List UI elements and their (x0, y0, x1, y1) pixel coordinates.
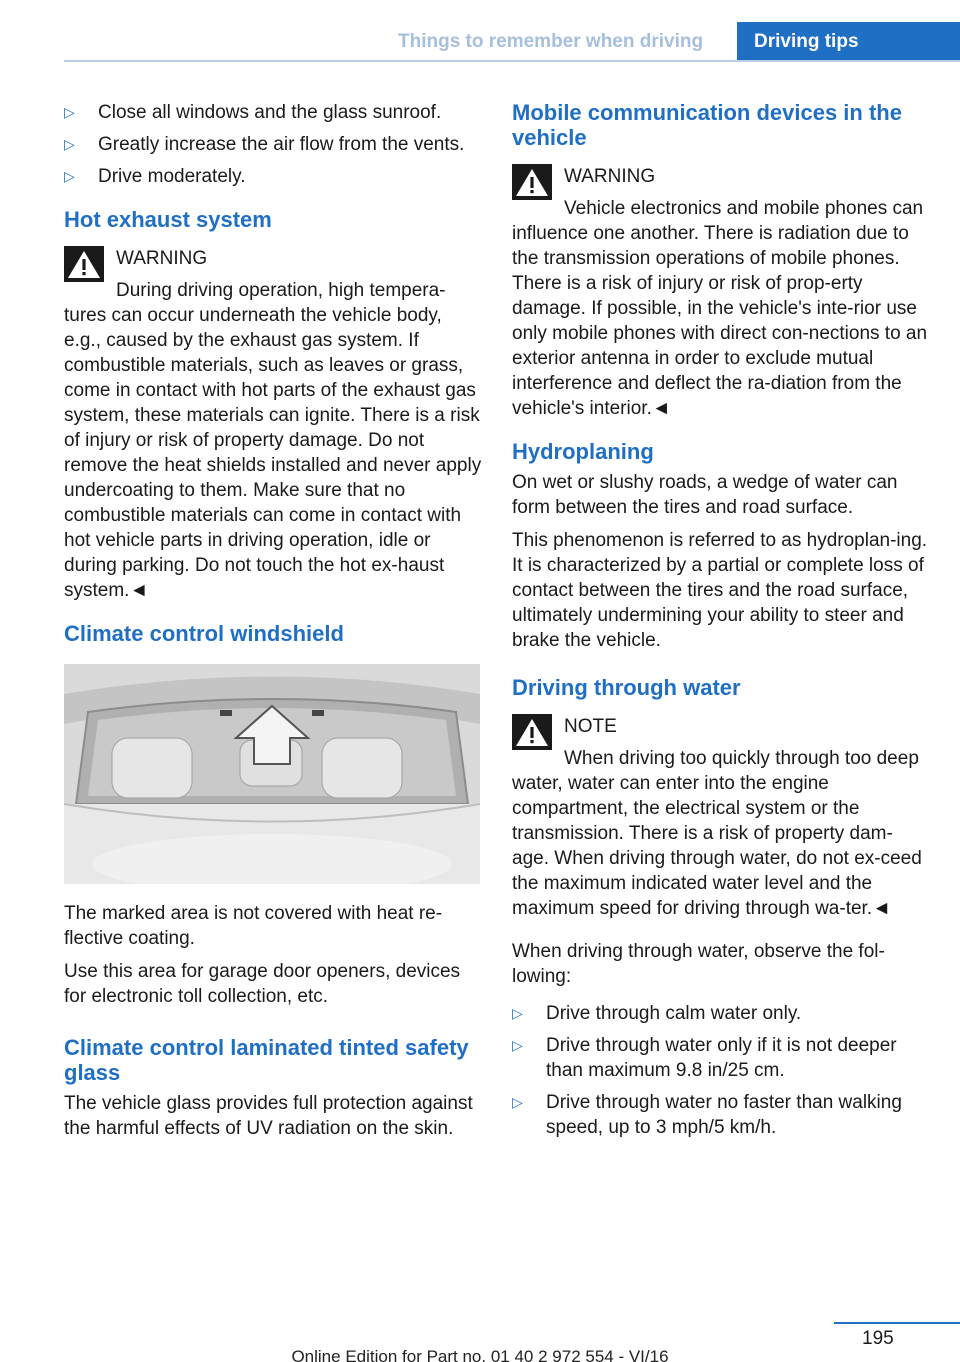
left-column (64, 100, 482, 1149)
warning-box (512, 160, 928, 421)
note-label: NOTE (564, 716, 617, 737)
list-item: ▷ Drive through calm water only. (512, 1003, 802, 1024)
heading-driving-through-water: Driving through water (512, 675, 741, 700)
warning-label: WARNING (564, 166, 656, 187)
note-box (512, 710, 928, 921)
water-list (512, 1001, 928, 1140)
hydroplaning-paragraph-2: This phenomenon is referred to as hydroplan-ing. It is characterized by a partial or complete loss of contact between the tires and the road surface, ultimately undermining your ability to steer and brake the vehicle. (512, 530, 928, 651)
heading-laminated-glass: Climate control laminated tinted safety glass (64, 1035, 469, 1085)
triangle-bullet-icon: ▷ (512, 1037, 523, 1053)
warning-triangle-icon (64, 246, 104, 282)
list-item: ▷ Close all windows and the glass sunroof. (64, 102, 442, 123)
heading-climate-windshield: Climate control windshield (64, 621, 344, 646)
water-paragraph: When driving through water, observe the fol-lowing: (512, 941, 885, 987)
triangle-bullet-icon: ▷ (64, 168, 75, 184)
windshield-paragraph-1: The marked area is not covered with heat re-flective coating. (64, 903, 443, 949)
list-item: ▷ Greatly increase the air flow from the vents. (64, 134, 465, 155)
right-column (512, 100, 928, 1158)
breadcrumb-section: Things to remember when driving (398, 31, 704, 52)
triangle-bullet-icon: ▷ (64, 136, 75, 152)
chapter-tab: Driving tips (737, 22, 960, 62)
warning-box (64, 242, 482, 603)
windshield-illustration (64, 664, 480, 884)
warning-triangle-icon (512, 164, 552, 200)
note-text: When driving too quickly through too deep water, water can enter into the engine compartment, the electrical system or the transmission. There is a risk of property dam-age. When driving through water, do not ex-ceed the maximum indicated water level and the maximum speed for driving through wa-ter.◄ (512, 748, 922, 919)
triangle-bullet-icon: ▷ (64, 104, 75, 120)
hydroplaning-paragraph-1: On wet or slushy roads, a wedge of water can form between the tires and road surface. (512, 472, 898, 518)
edition-note: Online Edition for Part no. 01 40 2 972 554 - VI/16 (291, 1347, 669, 1362)
footer-rule (834, 1322, 960, 1324)
warning-triangle-icon (512, 714, 552, 750)
list-item: ▷ Drive through water no faster than walking speed, up to 3 mph/5 km/h. (512, 1092, 902, 1138)
heading-hydroplaning: Hydroplaning (512, 439, 654, 464)
laminated-paragraph: The vehicle glass provides full protection against the harmful effects of UV radiation on the skin. (64, 1093, 473, 1139)
page-number: 195 (862, 1328, 894, 1349)
ventilation-list (64, 100, 482, 189)
warning-text: During driving operation, high tempera-tures can occur underneath the vehicle body, e.g., caused by the exhaust gas system. If combustible materials, such as leaves or grass, come in contact with hot parts of the exhaust gas system, these materials can ignite. There is a risk of injury or risk of property damage. Do not remove the heat shields installed and never apply undercoating to them. Make sure that no combustible materials can come in contact with hot vehicle parts in driving operation, idle or during parking. Do not touch the hot ex-haust system.◄ (64, 280, 482, 601)
page-footer (0, 1317, 960, 1362)
header-rule (64, 60, 960, 62)
warning-text: Vehicle electronics and mobile phones can influence one another. There is radiation due to the transmission operations of mobile phones. There is a risk of injury or risk of prop-erty damage. If possible, in the vehicle's inte-rior use only mobile phones with direct con-nections to an exterior antenna in order to exclude mutual interference and deflect the ra-diation from the vehicle's interior.◄ (512, 198, 928, 419)
triangle-bullet-icon: ▷ (512, 1005, 523, 1021)
list-item: ▷ Drive through water only if it is not deeper than maximum 9.8 in/25 cm. (512, 1035, 897, 1081)
windshield-paragraph-2: Use this area for garage door openers, devices for electronic toll collection, etc. (64, 961, 461, 1007)
list-item: ▷ Drive moderately. (64, 166, 246, 187)
heading-mobile-devices: Mobile communication devices in the vehicle (512, 100, 902, 150)
triangle-bullet-icon: ▷ (512, 1094, 523, 1110)
warning-label: WARNING (116, 248, 208, 269)
heading-hot-exhaust: Hot exhaust system (64, 207, 272, 232)
